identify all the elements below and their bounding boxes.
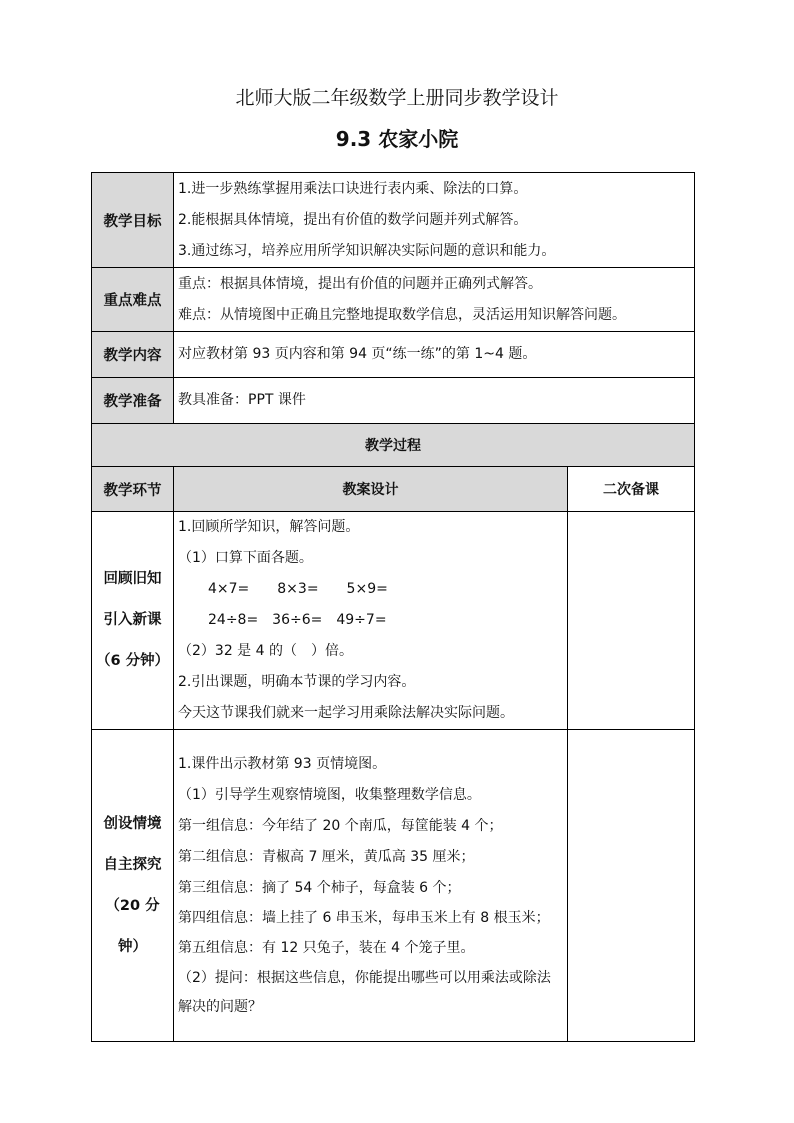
content-label: 教学内容 xyxy=(92,332,174,378)
process-heading-row xyxy=(92,424,695,467)
stage1-label-line: 回顾旧知 xyxy=(103,571,162,587)
stage1-line: 今天这节课我们就来一起学习用乘除法解决实际问题。 xyxy=(178,705,514,721)
stage2-line: 第四组信息：墙上挂了 6 串玉米，每串玉米上有 8 根玉米； xyxy=(178,910,550,926)
stage2-label xyxy=(92,730,174,1042)
stage2-line: 1.课件出示教材第 93 页情境图。 xyxy=(178,756,387,772)
process-columns-row xyxy=(92,467,695,512)
key-point-item: 难点：从情境图中正确且完整地提取数学信息，灵活运用知识解答问题。 xyxy=(178,306,626,323)
stage2-label-line: 钟） xyxy=(118,938,147,955)
process-heading: 教学过程 xyxy=(92,424,695,467)
preparation-text-line: 教具准备：PPT 课件 xyxy=(178,392,306,408)
stage1-line: （2）32 是 4 的（ ）倍。 xyxy=(178,643,353,659)
stage2-row xyxy=(92,730,695,1042)
column-notes-header: 二次备课 xyxy=(568,467,695,512)
column-stage-header: 教学环节 xyxy=(92,467,174,512)
stage2-line: 第一组信息：今年结了 20 个南瓜，每筐能装 4 个； xyxy=(178,818,503,834)
stage2-label-line: 自主探究 xyxy=(103,856,162,873)
stage1-line: 24÷8= 36÷6= 49÷7= xyxy=(208,612,387,628)
content-row xyxy=(92,332,695,378)
stage1-line: 4×7= 8×3= 5×9= xyxy=(208,581,388,597)
preparation-label: 教学准备 xyxy=(92,378,174,424)
objective-item: 3.通过练习，培养应用所学知识解决实际问题的意识和能力。 xyxy=(178,242,556,259)
objectives-label: 教学目标 xyxy=(92,173,174,268)
stage2-line: 第五组信息：有 12 只兔子，装在 4 个笼子里。 xyxy=(178,940,475,956)
objectives-content xyxy=(174,173,695,268)
stage2-line: 第二组信息：青椒高 7 厘米，黄瓜高 35 厘米； xyxy=(178,849,475,865)
stage1-label-line: 引入新课 xyxy=(103,612,162,628)
stage2-line: 第三组信息：摘了 54 个柿子，每盒装 6 个； xyxy=(178,880,461,896)
preparation-text xyxy=(174,378,695,424)
objective-item: 2.能根据具体情境，提出有价值的数学问题并列式解答。 xyxy=(178,211,528,228)
content-text-line: 对应教材第 93 页内容和第 94 页“练一练”的第 1~4 题。 xyxy=(178,346,537,362)
key-point-item: 重点：根据具体情境，提出有价值的问题并正确列式解答。 xyxy=(178,275,542,292)
stage2-label-line: （20 分 xyxy=(105,897,160,914)
column-design-header: 教案设计 xyxy=(174,467,568,512)
key-points-row xyxy=(92,268,695,332)
key-points-content xyxy=(174,268,695,332)
stage1-design xyxy=(174,512,568,730)
content-text xyxy=(174,332,695,378)
lesson-title: 9.3 农家小院 xyxy=(335,127,459,151)
stage1-label-line: （6 分钟） xyxy=(96,653,170,669)
stage2-line: （2）提问：根据这些信息，你能提出哪些可以用乘法或除法解决的问题？ xyxy=(178,970,551,1015)
document-title: 北师大版二年级数学上册同步教学设计 xyxy=(235,87,559,109)
lesson-plan-table xyxy=(91,172,695,1042)
stage2-line: （1）引导学生观察情境图，收集整理数学信息。 xyxy=(178,787,481,803)
key-points-label: 重点难点 xyxy=(92,268,174,332)
stage1-notes xyxy=(568,512,695,730)
stage1-row xyxy=(92,512,695,730)
stage1-label xyxy=(92,512,174,730)
preparation-row xyxy=(92,378,695,424)
stage1-line: 2.引出课题，明确本节课的学习内容。 xyxy=(178,674,416,690)
objective-item: 1.进一步熟练掌握用乘法口诀进行表内乘、除法的口算。 xyxy=(178,180,528,197)
stage2-design xyxy=(174,730,568,1042)
stage1-line: 1.回顾所学知识，解答问题。 xyxy=(178,519,360,535)
stage2-label-line: 创设情境 xyxy=(103,815,162,832)
objectives-row xyxy=(92,173,695,268)
stage2-notes xyxy=(568,730,695,1042)
stage1-line: （1）口算下面各题。 xyxy=(178,550,313,566)
